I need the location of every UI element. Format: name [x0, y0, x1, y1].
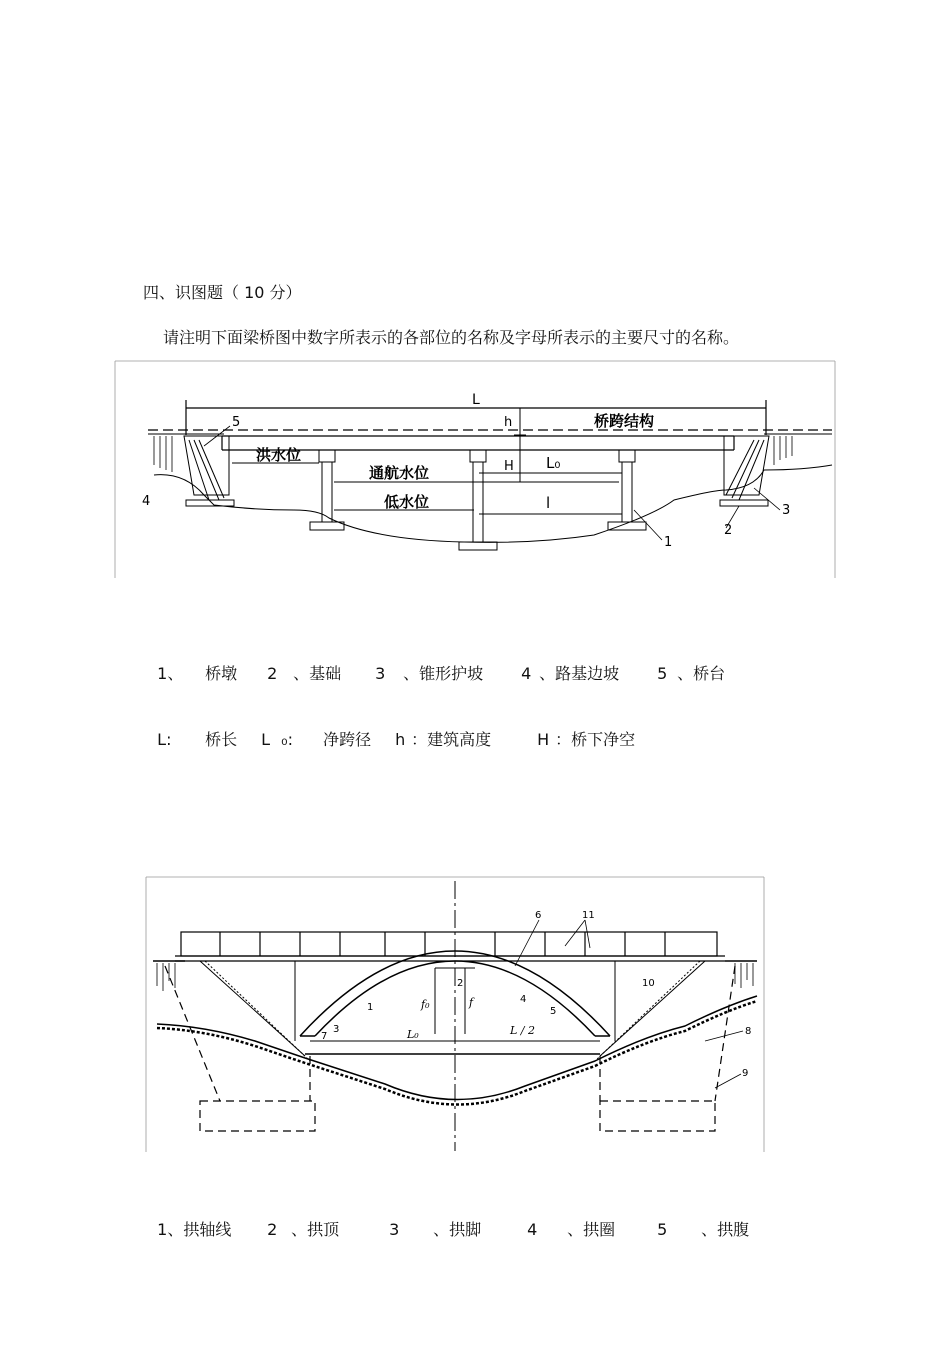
label-L: L — [472, 392, 480, 408]
number-1: 1 — [664, 535, 673, 550]
arch-deck — [175, 932, 725, 961]
dim-L0-key: L — [261, 730, 271, 749]
number-4: 4 — [142, 494, 151, 509]
arch-number-11: 11 — [582, 910, 595, 921]
label-L-half: L / 2 — [510, 1024, 536, 1037]
arch-answer-3-num: 3 — [389, 1220, 400, 1239]
dim-L-key: L: — [157, 730, 172, 749]
dim-H-key: H — [537, 730, 550, 749]
answer1-4-num: 4 — [521, 664, 532, 683]
number-2: 2 — [724, 523, 733, 538]
label-h: h — [504, 415, 513, 430]
arch-abutments — [200, 961, 705, 1061]
arch-answer-4-text: 、拱圈 — [567, 1220, 616, 1239]
number-5: 5 — [232, 415, 241, 430]
arch-bridge-figure — [145, 876, 765, 1154]
label-H: H — [504, 459, 514, 474]
beam-bridge-figure — [114, 360, 836, 580]
instruction-text: 请注明下面梁桥图中数字所表示的各部位的名称及字母所表示的主要尺寸的名称。 — [163, 328, 740, 347]
answer1-4-text: 、路基边坡 — [539, 664, 620, 683]
label-l: l — [546, 494, 551, 512]
dim-L0-sub: ₀: — [281, 730, 293, 749]
answers1-line2 — [147, 710, 635, 750]
arch-number-3: 3 — [333, 1024, 340, 1035]
answer1-3-text: 、锥形护坡 — [403, 664, 484, 683]
arch-answer-5-num: 5 — [657, 1220, 668, 1239]
arch-answer-4-num: 4 — [527, 1220, 538, 1239]
answer1-2-text: 、基础 — [293, 664, 342, 683]
label-structure: 桥跨结构 — [594, 412, 655, 430]
label-f: f — [469, 996, 474, 1009]
arch-number-4: 4 — [520, 994, 527, 1005]
answer1-2-num: 2 — [267, 664, 278, 683]
answer1-1-text: 桥墩 — [205, 664, 238, 683]
section-heading: 四、识图题（ 10 分） — [143, 283, 302, 302]
arch-foundations — [165, 966, 735, 1131]
label-L0: L₀ — [546, 454, 561, 472]
bridge-deck — [148, 430, 832, 450]
dim-L0-text: 净跨径 — [323, 730, 372, 749]
label-f0: f₀ — [421, 998, 430, 1011]
left-abutment — [184, 436, 234, 506]
bridge-piers — [310, 450, 646, 550]
arch-answer-2-text: 、拱顶 — [291, 1220, 340, 1239]
number-3: 3 — [782, 503, 791, 518]
arch-number-2: 2 — [457, 978, 464, 989]
answer1-5-num: 5 — [657, 664, 668, 683]
right-abutment — [720, 436, 769, 506]
answers1-line1 — [147, 644, 725, 684]
dim-H-text: ：桥下净空 — [555, 730, 636, 749]
dim-h-key: h — [395, 730, 406, 749]
label-flood-level: 洪水位 — [256, 446, 302, 464]
arch-number-6: 6 — [535, 910, 542, 921]
answer1-3-num: 3 — [375, 664, 386, 683]
arch-number-9: 9 — [742, 1068, 749, 1079]
answer1-1-num: 1、 — [157, 664, 184, 683]
label-navigation-level: 通航水位 — [369, 464, 430, 482]
arch-number-7: 7 — [321, 1031, 328, 1042]
dim-h-text: ：建筑高度 — [411, 730, 492, 749]
arch-number-5: 5 — [550, 1006, 557, 1017]
dim-L-text: 桥长 — [205, 730, 238, 749]
label-L0: L₀ — [407, 1028, 419, 1041]
arch-number-8: 8 — [745, 1026, 752, 1037]
answer1-5-text: 、桥台 — [677, 664, 726, 683]
arch-answer-2-num: 2 — [267, 1220, 278, 1239]
arch-number-10: 10 — [642, 978, 655, 989]
arch-number-1: 1 — [367, 1002, 374, 1013]
arch-answer-1: 1、拱轴线 — [157, 1220, 232, 1239]
label-low-level: 低水位 — [384, 493, 430, 511]
arch-answer-3-text: 、拱脚 — [433, 1220, 482, 1239]
arch-answer-5-text: 、拱腹 — [701, 1220, 750, 1239]
answers2-line1 — [147, 1200, 749, 1240]
